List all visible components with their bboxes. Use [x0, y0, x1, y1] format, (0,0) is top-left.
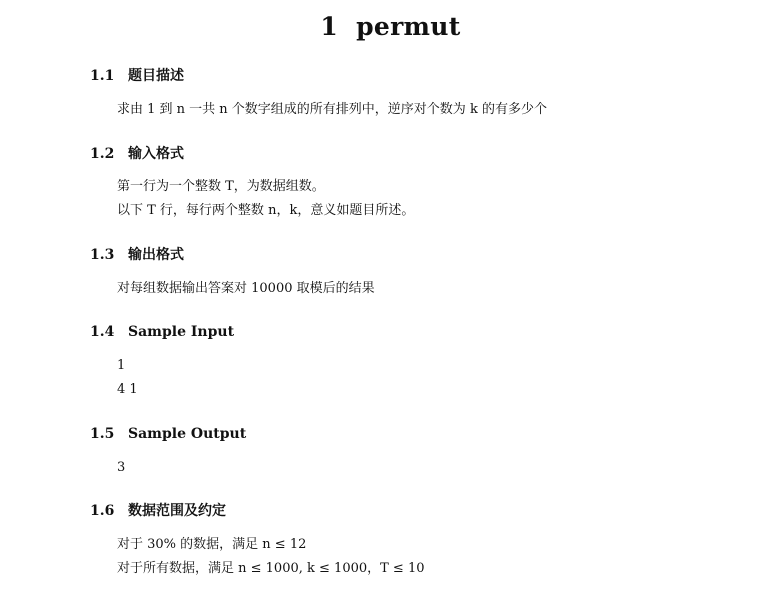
body-line: 以下 T 行，每行两个整数 n，k，意义如题目所述。: [117, 203, 415, 218]
section-output-format: [90, 245, 750, 301]
body-line: 4 1: [117, 382, 138, 397]
title-number: 1: [320, 12, 339, 41]
section-title: 题目描述: [128, 68, 184, 84]
section-body: [117, 175, 750, 223]
section-input-format: [90, 144, 750, 223]
section-sample-input: [90, 322, 750, 402]
section-body: [117, 354, 750, 402]
body-line: 求由 1 到 n 一共 n 个数字组成的所有排列中，逆序对个数为 k 的有多少个: [117, 102, 547, 117]
section-body: [117, 456, 750, 480]
section-number: 1.3: [90, 247, 115, 263]
section-number: 1.6: [90, 503, 115, 519]
body-line: 对于所有数据，满足 n ≤ 1000, k ≤ 1000，T ≤ 10: [117, 561, 425, 576]
body-line: 对每组数据输出答案对 10000 取模后的结果: [117, 281, 375, 296]
section-heading: [90, 245, 750, 265]
section-data-range: [90, 501, 750, 581]
body-line: 3: [117, 460, 126, 475]
section-heading: [90, 66, 750, 86]
section-title: Sample Input: [128, 324, 235, 340]
section-body: [117, 533, 750, 581]
section-title: Sample Output: [128, 426, 247, 442]
section-number: 1.4: [90, 324, 115, 340]
section-title: 输出格式: [128, 247, 184, 263]
section-number: 1.2: [90, 146, 115, 162]
section-number: 1.5: [90, 426, 115, 442]
title-text: permut: [356, 12, 461, 41]
page-title: [0, 12, 781, 41]
section-heading: [90, 322, 750, 342]
body-line: 第一行为一个整数 T，为数据组数。: [117, 179, 325, 194]
section-title: 数据范围及约定: [128, 503, 226, 519]
section-problem-description: [90, 66, 750, 122]
section-number: 1.1: [90, 68, 115, 84]
body-line: 对于 30% 的数据，满足 n ≤ 12: [117, 537, 307, 552]
section-sample-output: [90, 424, 750, 480]
section-body: [117, 277, 750, 301]
section-heading: [90, 501, 750, 521]
section-body: [117, 98, 750, 122]
section-heading: [90, 144, 750, 164]
section-title: 输入格式: [128, 146, 184, 162]
body-line: 1: [117, 358, 126, 373]
section-heading: [90, 424, 750, 444]
